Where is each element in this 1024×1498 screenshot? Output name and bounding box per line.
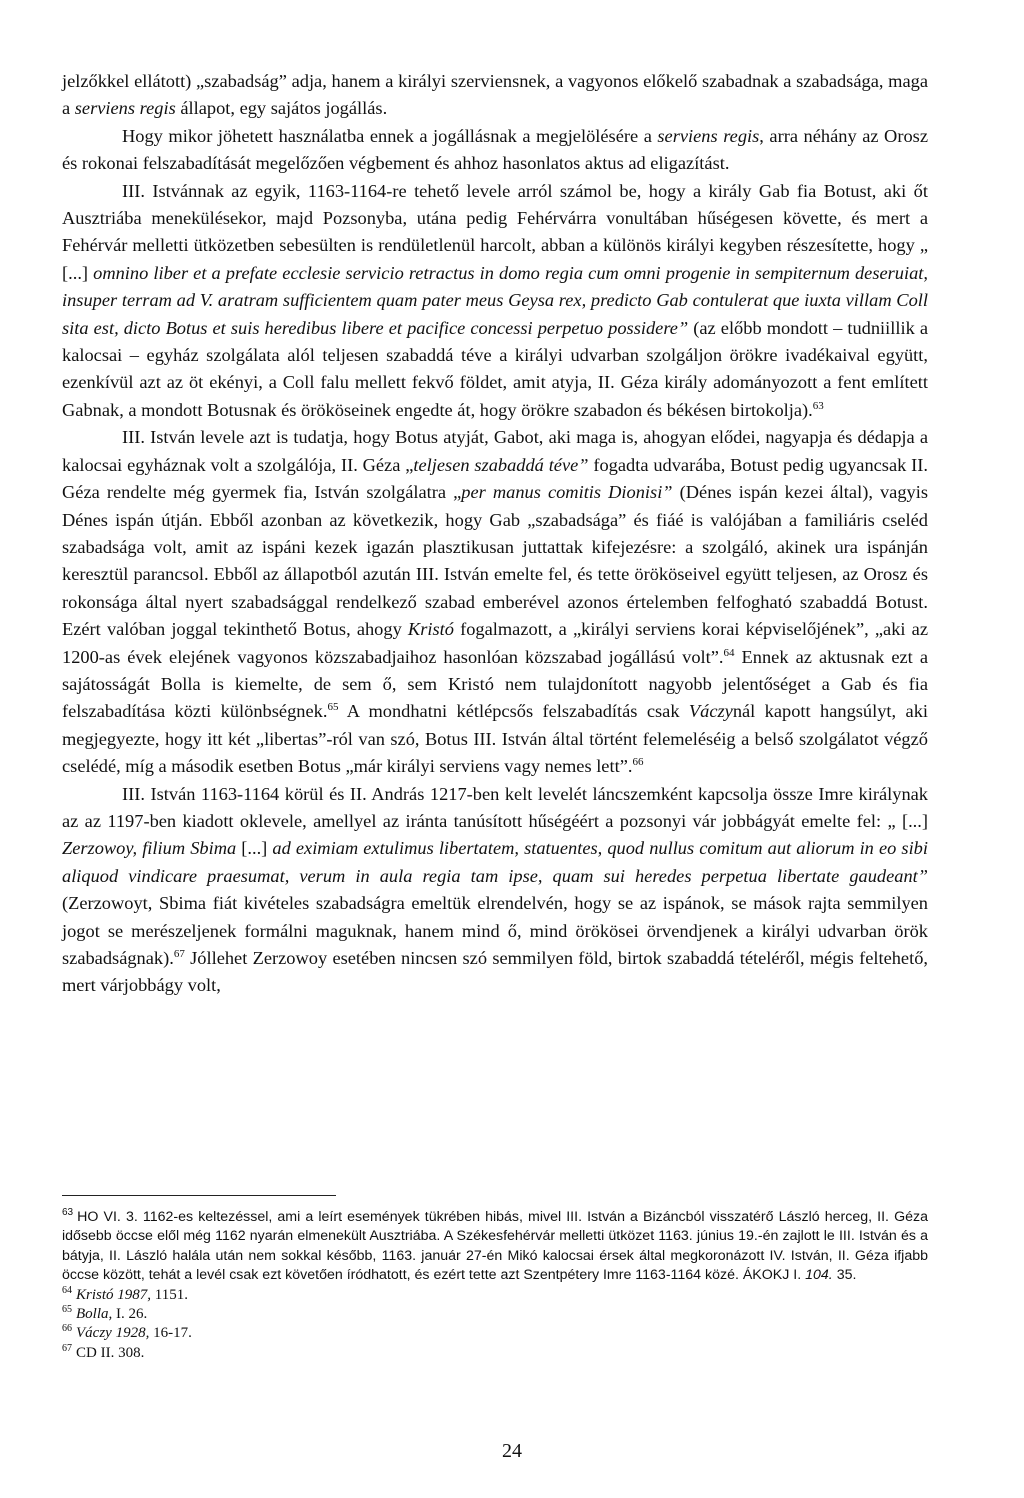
footnote-ref: 63 [812,399,824,412]
italic-span: serviens regis [74,98,176,119]
footnotes [62,1208,928,1363]
text-run: (az előbb mondott – tudniillik a kalocsai – egyház szolgálata alól teljesen szabaddá téve a királyi udvarban szolgáljon örökre ivadékaival együtt, ezenkívül azt az öt ekényi, a Coll falu mellett fekvő földet, amit atyja, II. Géza király adományozott a fent említett Gabnak, a mondott Botusnak és örököseinek engedte át, hogy örökre szabadon és békésen birtokolja). [62,317,929,420]
italic-span: teljesen szabaddá téve” [413,454,589,475]
footnote [62,1344,928,1363]
paragraph [62,178,928,425]
footnote-divider [62,1195,336,1196]
text-run: III. István levele azt is tudatja, hogy Botus atyját, Gabot, aki maga is, ahogyan elődei, nagyapja és dédapja a kalocsai egyháznak volt a szolgálója, II. Géza „ [62,427,928,475]
footnote-number: 65 [62,1304,72,1316]
main-text [62,68,928,1000]
text-run: CD II. 308. [76,1344,145,1361]
footnote-ref: 66 [632,756,644,769]
text-run: jelzőkkel ellátott) „szabadság” adja, hanem a királyi szerviensnek, a vagyonos előkelő szabadnak a szabadsága, maga a [62,71,928,119]
footnote-number: 66 [62,1323,72,1335]
italic-span: Váczy 1928, [76,1325,150,1342]
text-run: Ennek az aktusnak ezt a sajátosságát Bolla is kiemelte, de sem ő, sem Kristó nem tulajdonított nagyobb jelentőséget a Gab és fia felszabadítása közti különbségnek. [62,646,928,722]
footnote [62,1305,928,1324]
footnote [62,1324,928,1343]
text-run: (Dénes ispán kezei által), vagyis Dénes ispán útján. Ebből azonban az következik, hogy Gab „szabadsága” és fiáé is valójában a familiáris cseléd szabadsága volt, amit az ispáni kezek igazán plasztikusan juttattak kifejezésre: a szolgáló, akinek ura ispánján keresztül parancsol. Ebből az állapotból azután III. István emelte fel, és tette örököseivel együtt teljesen, az Orosz és rokonsága által nyert szabadsággal rendelkező szabad emberével azonos értelemben felfogható szabaddá Botust. Ezért valóban joggal tekinthető Botus, ahogy [62,482,929,640]
footnote-number: 63 [62,1207,74,1219]
footnote-ref: 65 [327,701,339,714]
text-run: Jóllehet Zerzowoy esetében nincsen szó semmilyen föld, birtok szabaddá tételéről, mégis feltehető, mert várjobbágy volt, [62,948,928,996]
paragraph [62,68,928,123]
text-run: [...] [236,838,273,859]
footnote-number: 67 [62,1342,72,1354]
text-run: 16-17. [149,1325,192,1342]
text-run: állapot, egy sajátos jogállás. [175,98,388,119]
text-run: fogalmazott, a „királyi serviens korai képviselőjének”, „aki az 1200-as évek elejének vagyonos közszabadjaihoz hasonlóan közszabad jogállású volt”. [62,619,928,667]
footnote-number: 64 [62,1284,72,1296]
text-run: A mondhatni kétlépcsős felszabadítás csak [338,701,689,722]
text-run: 35. [832,1267,857,1284]
paragraph [62,781,928,1000]
italic-span: ad eximiam extulimus libertatem, statuentes, quod nullus comitum aut aliorum in eo sibi aliquod vindicare praesumat, verum in aula regia tam ipse, quam sui heredes perpetua libertate gaudeant” [62,838,928,886]
text-run: (Zerzowoyt, Sbima fiát kivételes szabadságra emeltük elrendelvén, hogy se az ispánok, se mások rajta semmilyen jogot se merészeljenek formálni maguknak, hanem mind ő, mind örökösei örvendjenek a királyi udvarban örök szabadságnak). [62,893,928,968]
text-run: 1151. [151,1286,188,1303]
footnote-ref: 67 [173,947,185,960]
text-run: nál kapott hangsúlyt, aki megjegyezte, hogy itt két „libertas”-ról van szó, Botus III. István által történt felemeléséig a belső szolgálatot végző cselédé, míg a második esetben Botus „már királyi serviens vagy nemes lett”. [62,701,928,777]
italic-span: serviens regis [657,125,760,146]
footnote [62,1208,928,1286]
italic-span: Bolla, [76,1306,113,1323]
italic-span: Váczy [688,701,733,722]
text-run: Hogy mikor jöhetett használatba ennek a jogállásnak a megjelölésére a [122,125,658,146]
italic-span: 104. [805,1267,833,1284]
text-run: HO VI. 3. 1162-es keltezéssel, ami a leírt események tükrében hibás, mivel III. István a Bizáncból visszatérő László herceg, II. Géza idősebb öccse elől még 1162 nyarán elmenekült Ausztriába. A Székesfehérvár melletti ütközet 1163. június 19.-én zajlott le III. István és a bátyja, II. László halála után nem sokkal később, 1163. január 27-én Mikó kalocsai érsek által megkoronázott IV. István, II. Géza ifjabb öccse között, tehát a levél csak ezt követően íródhatott, és ezért tette azt Szentpétery Imre 1163-1164 közé. ÁKOKJ I. [62,1209,928,1284]
italic-span: Zerzowoy, filium Sbima [62,838,237,859]
italic-span: Kristó [407,619,454,640]
footnote-ref: 64 [723,646,735,659]
text-run: I. 26. [112,1306,148,1323]
text-run: III. Istvánnak az egyik, 1163-1164-re tehető levele arról számol be, hogy a király Gab fia Botust, aki őt Ausztriába menekülésekor, majd Pozsonyba, utána pedig Fehérvárra vonultában hűségesen követte, és mert a Fehérvár melletti ütközetben sebesülten is rendületlenül harcolt, abban a különös királyi kegyben részesítette, hogy „ [...] [62,180,928,283]
text-run: fogadta udvarába, Botust pedig ugyancsak II. Géza rendelte még gyermek fia, István szolgálatra „ [62,454,928,503]
paragraph [62,424,928,780]
italic-span: Kristó 1987, [76,1286,152,1303]
page-number: 24 [502,1440,522,1462]
text-run: , arra néhány az Orosz és rokonai felszabadítását megelőzően végbement és ahhoz hasonlatos aktus ad eligazítást. [62,125,928,174]
text-run: III. István 1163-1164 körül és II. András 1217-ben kelt levelét láncszemként kapcsolja össze Imre királynak az az 1197-ben kiadott oklevele, amellyel az iránta tanúsított hűségéért a pozsonyi vár jobbágyát emelte fel: „ [...] [62,783,928,831]
italic-span: per manus comitis Dionisi” [461,482,673,503]
italic-span: omnino liber et a prefate ecclesie servicio retractus in domo regia cum omni progenie in sempiternum deseruiat, insuper terram ad V. aratram sufficientem quam pater meus Geysa rex, predicto Gab contulerat que iuxta villam Coll sita est, dicto Botus et suis heredibus libere et pacifice concessi perpetuo possidere” [62,262,929,338]
paragraph [62,123,928,178]
footnote [62,1286,928,1305]
